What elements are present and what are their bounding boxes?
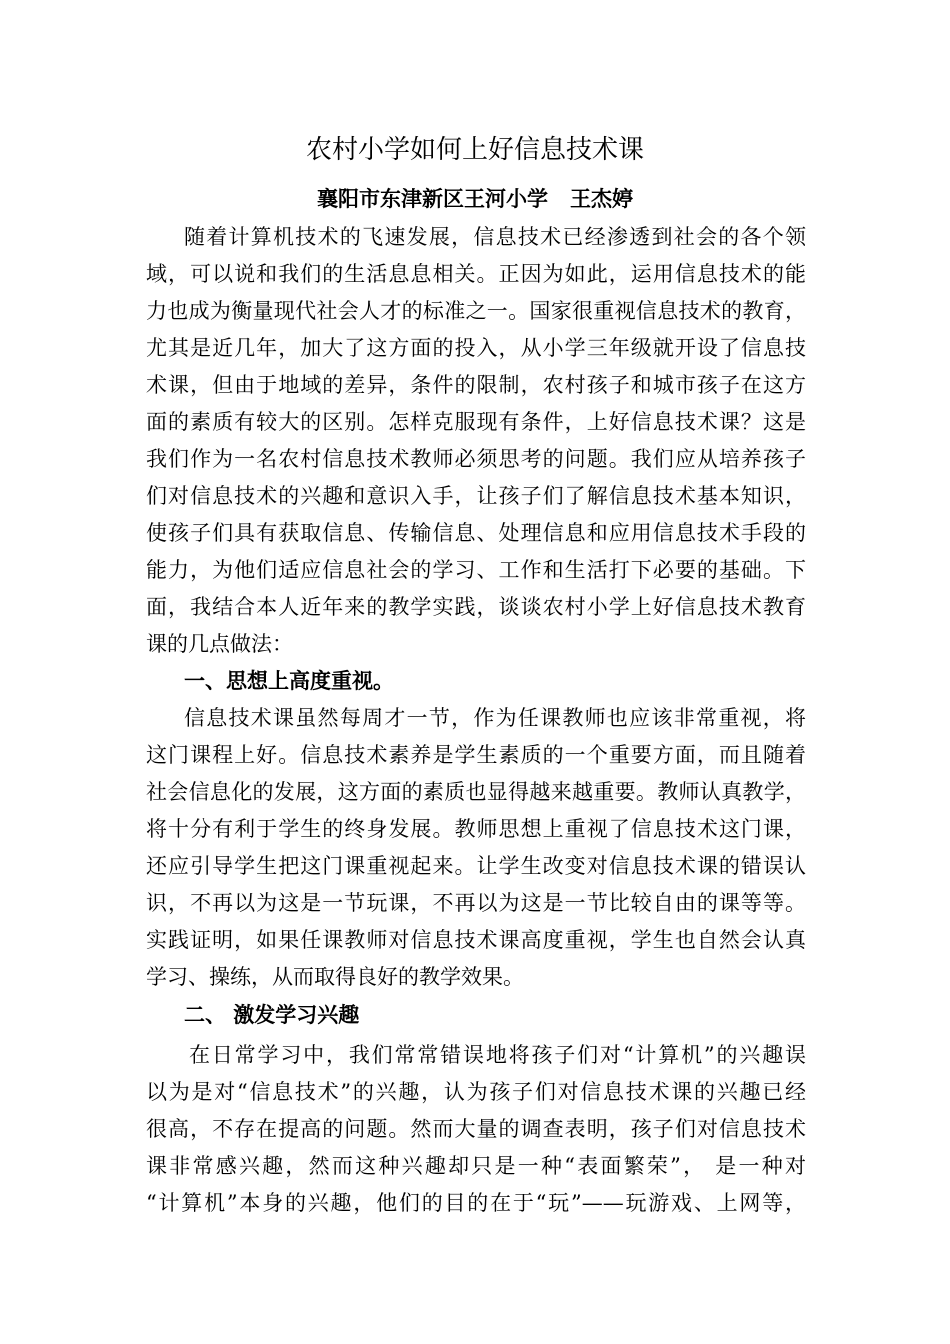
paragraph-line: 很高，不存在提高的问题。然而大量的调查表明，孩子们对信息技术: [146, 1117, 806, 1141]
paragraph-line: 使孩子们具有获取信息、传输信息、处理信息和应用信息技术手段的: [146, 521, 806, 545]
paragraph-line: 随着计算机技术的飞速发展，信息技术已经渗透到社会的各个领: [184, 225, 806, 249]
paragraph-line: 面，我结合本人近年来的教学实践，谈谈农村小学上好信息技术教育: [146, 595, 806, 619]
section-heading: 二、 激发学习兴趣: [184, 1002, 360, 1027]
paragraph-line: 社会信息化的发展，这方面的素质也显得越来越重要。教师认真教学，: [146, 780, 806, 804]
paragraph-line: 这门课程上好。信息技术素养是学生素质的一个重要方面，而且随着: [146, 743, 806, 767]
paragraph-line: 学习、操练，从而取得良好的教学效果。: [146, 965, 524, 989]
paragraph-line: 在日常学习中，我们常常错误地将孩子们对“计算机”的兴趣误: [189, 1043, 806, 1067]
document-title: 农村小学如何上好信息技术课: [305, 135, 644, 165]
paragraph-line: 域，可以说和我们的生活息息相关。正因为如此，运用信息技术的能: [146, 262, 806, 286]
paragraph-line: 能力，为他们适应信息社会的学习、工作和生活打下必要的基础。下: [146, 558, 806, 582]
paragraph-line: 们对信息技术的兴趣和意识入手，让孩子们了解信息技术基本知识，: [146, 484, 806, 508]
paragraph-line: 力也成为衡量现代社会人才的标准之一。国家很重视信息技术的教育，: [146, 299, 806, 323]
paragraph-line: 将十分有利于学生的终身发展。教师思想上重视了信息技术这门课，: [146, 817, 806, 841]
paragraph-line: 课非常感兴趣，然而这种兴趣却只是一种“表面繁荣”， 是一种对: [146, 1154, 806, 1178]
paragraph-line: 面的素质有较大的区别。怎样克服现有条件，上好信息技术课？这是: [146, 410, 806, 434]
paragraph-line: 我们作为一名农村信息技术教师必须思考的问题。我们应从培养孩子: [146, 447, 806, 471]
section-heading: 一、思想上高度重视。: [184, 668, 394, 693]
paragraph-line: 以为是对“信息技术”的兴趣，认为孩子们对信息技术课的兴趣已经: [146, 1080, 806, 1104]
paragraph-line: 术课，但由于地域的差异，条件的限制，农村孩子和城市孩子在这方: [146, 373, 806, 397]
paragraph-line: 实践证明，如果任课教师对信息技术课高度重视，学生也自然会认真: [146, 928, 806, 952]
byline-school: 襄阳市东津新区王河小学: [317, 186, 548, 211]
paragraph-line: “计算机”本身的兴趣，他们的目的在于“玩”——玩游戏、上网等，: [146, 1191, 806, 1215]
byline-author: 王杰婷: [570, 186, 633, 211]
paragraph-line: 课的几点做法：: [146, 632, 293, 656]
author-byline: [0, 185, 950, 213]
paragraph-line: 信息技术课虽然每周才一节，作为任课教师也应该非常重视，将: [184, 706, 806, 730]
paragraph-line: 尤其是近几年，加大了这方面的投入，从小学三年级就开设了信息技: [146, 336, 806, 360]
paragraph-line: 还应引导学生把这门课重视起来。让学生改变对信息技术课的错误认: [146, 854, 806, 878]
paragraph-line: 识，不再以为这是一节玩课，不再以为这是一节比较自由的课等等。: [146, 891, 806, 915]
